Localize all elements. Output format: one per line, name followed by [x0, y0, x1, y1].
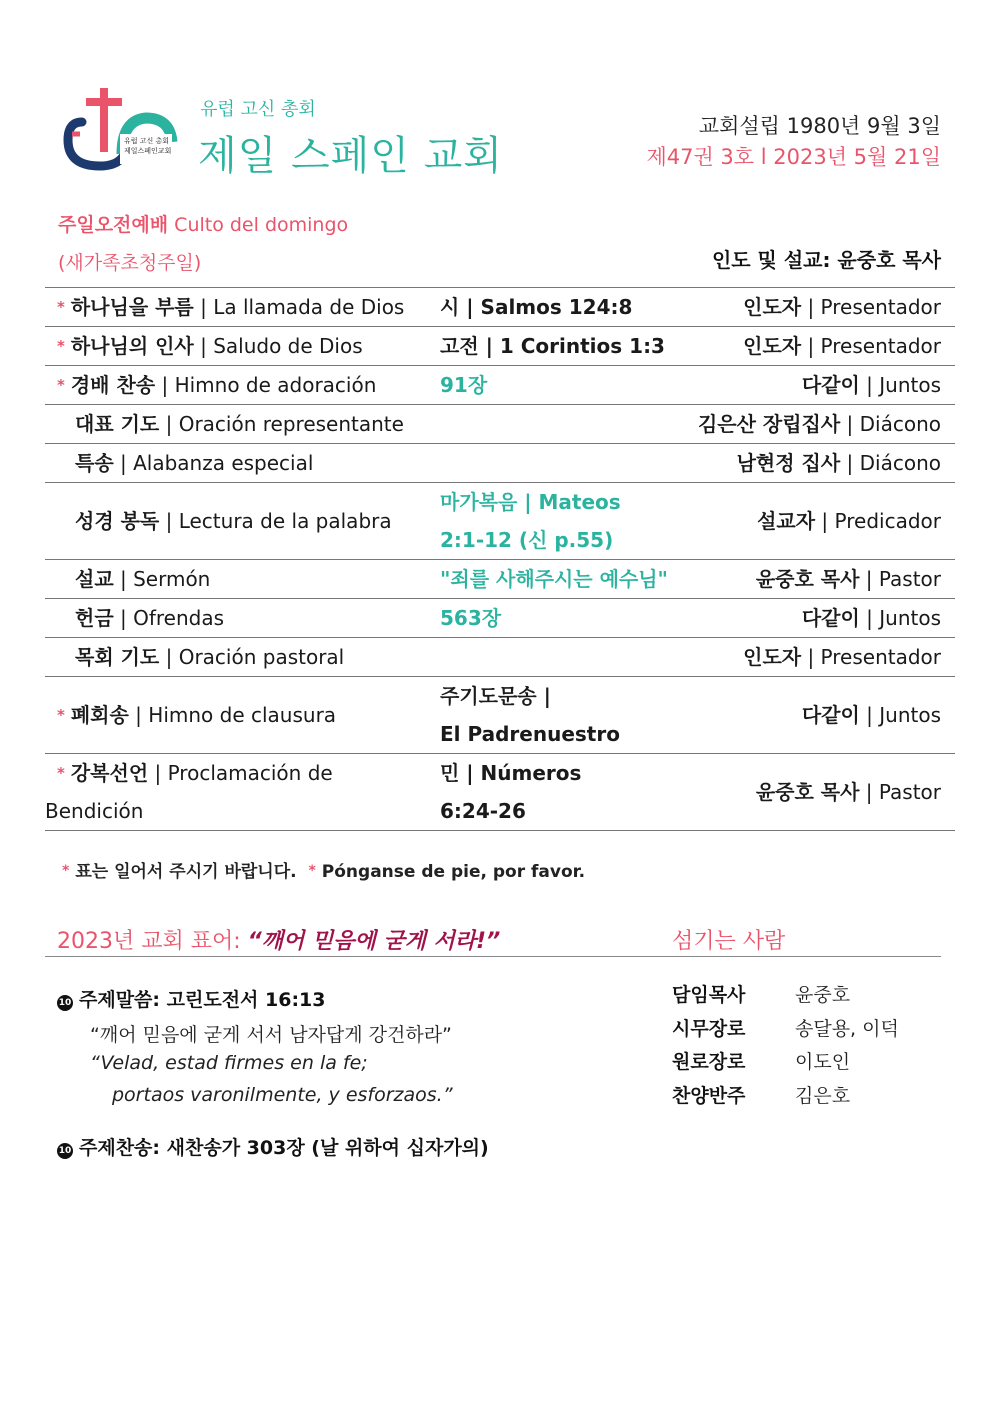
section-divider	[45, 956, 941, 957]
role-ko: 윤중호 목사	[755, 567, 860, 591]
stand-star-icon: *	[57, 298, 65, 316]
item-reference: 주기도문송 |	[440, 684, 551, 708]
service-leader: 인도 및 설교: 윤중호 목사	[711, 248, 941, 272]
item-es: | Alabanza especial	[113, 451, 314, 475]
item-es: | Lectura de la palabra	[159, 509, 392, 533]
organization-name: 유럽 고신 총회	[200, 99, 316, 120]
order-row	[45, 483, 955, 560]
motto	[57, 924, 500, 955]
servant-name: 김은호	[795, 1085, 851, 1107]
role-es: | Presentador	[801, 645, 941, 669]
item-reference-line2: El Padrenuestro	[440, 722, 620, 746]
order-of-worship	[45, 287, 955, 831]
servant-role: 시무장로	[672, 1018, 746, 1040]
role-ko: 설교자	[757, 509, 816, 533]
order-row	[45, 327, 955, 366]
circled-number-icon: 10	[57, 995, 73, 1011]
item-es: | Ofrendas	[113, 606, 225, 630]
item-reference-line2: 2:1-12 (신 p.55)	[440, 528, 614, 552]
role-es: | Juntos	[859, 703, 941, 727]
item-ko: 목회 기도	[75, 645, 160, 669]
order-row	[45, 638, 955, 677]
item-ko: 폐회송	[70, 703, 129, 727]
verse-spanish-line2: portaos varonilmente, y esforzaos.”	[112, 1084, 453, 1106]
order-row	[45, 599, 955, 638]
order-row	[45, 677, 955, 754]
service-subtitle: (새가족초청주일)	[58, 252, 202, 274]
item-ko: 대표 기도	[75, 412, 160, 436]
theme-hymn	[57, 1133, 489, 1160]
item-ko: 설교	[75, 567, 114, 591]
note-es: Pónganse de pie, por favor.	[321, 862, 586, 882]
item-ko: 하나님의 인사	[70, 334, 194, 358]
theme-verse-label: 주제말씀: 고린도전서 16:13	[79, 989, 326, 1011]
role-ko: 윤중호 목사	[755, 780, 860, 804]
role-ko: 남현정 집사	[736, 451, 841, 475]
service-title	[58, 210, 348, 237]
motto-label: 2023년 교회 표어:	[57, 929, 248, 954]
role-ko: 다같이	[801, 606, 860, 630]
church-name: 제일 스페인 교회	[198, 133, 503, 179]
founded-date: 교회설립 1980년 9월 3일	[698, 114, 941, 138]
servants-title: 섬기는 사람	[672, 929, 786, 954]
stand-star-icon: *	[308, 863, 316, 879]
item-reference: 민 | Números	[440, 761, 582, 785]
role-es: | Presentador	[801, 334, 941, 358]
item-ko: 특송	[75, 451, 114, 475]
role-es: | Pastor	[859, 567, 941, 591]
theme-hymn-label: 주제찬송: 새찬송가 303장 (날 위하여 십자가의)	[79, 1137, 489, 1159]
item-reference: 시 | Salmos 124:8	[440, 295, 633, 319]
role-ko: 다같이	[801, 703, 860, 727]
item-reference: 고전 | 1 Corintios 1:3	[440, 334, 665, 358]
servant-role: 찬양반주	[672, 1085, 746, 1107]
role-ko: 인도자	[743, 334, 802, 358]
role-ko: 인도자	[743, 295, 802, 319]
item-ko: 강복선언	[70, 761, 149, 785]
order-row	[45, 366, 955, 405]
role-es: | Pastor	[859, 780, 941, 804]
role-es: | Presentador	[801, 295, 941, 319]
servant-name: 이도인	[795, 1051, 851, 1073]
role-es: | Juntos	[859, 373, 941, 397]
item-es: | La llamada de Dios	[193, 295, 405, 319]
stand-star-icon: *	[57, 337, 65, 355]
item-reference-line2: 6:24-26	[440, 799, 526, 823]
stand-star-icon: *	[57, 764, 65, 782]
servant-name: 송달용, 이덕	[795, 1018, 899, 1040]
motto-text: “깨어 믿음에 굳게 서라!”	[247, 929, 501, 954]
theme-verse	[57, 985, 326, 1012]
item-es: | Himno de adoración	[155, 373, 377, 397]
note-ko: 표는 일어서 주시기 바랍니다.	[75, 862, 297, 882]
item-reference: 91장	[440, 373, 488, 397]
service-title-ko: 주일오전예배	[58, 214, 169, 236]
role-es: | Diácono	[840, 412, 941, 436]
servant-name: 윤중호	[795, 984, 851, 1006]
item-ko: 헌금	[75, 606, 114, 630]
item-ko: 경배 찬송	[70, 373, 156, 397]
circled-number-icon: 10	[57, 1143, 73, 1159]
item-es: | Sermón	[113, 567, 211, 591]
item-es: | Oración pastoral	[159, 645, 345, 669]
sermon-title: "죄를 사해주시는 예수님"	[440, 567, 668, 591]
order-row	[45, 560, 955, 599]
church-logo	[60, 82, 178, 174]
item-es-line2: Bendición	[45, 799, 144, 823]
logo-text-line2: 제일스페인교회	[124, 147, 172, 155]
order-row	[45, 405, 955, 444]
role-es: | Predicador	[815, 509, 941, 533]
verse-korean: “깨어 믿음에 굳게 서서 남자답게 강건하라”	[90, 1024, 452, 1046]
order-row	[45, 444, 955, 483]
role-ko: 인도자	[743, 645, 802, 669]
item-reference: 563장	[440, 606, 502, 630]
logo-text-line1: 유럽 고신 총회	[124, 137, 170, 145]
role-es: | Diácono	[840, 451, 941, 475]
service-title-es: Culto del domingo	[174, 214, 349, 236]
verse-spanish-line1: “Velad, estad firmes en la fe;	[90, 1052, 368, 1074]
order-row	[45, 754, 955, 831]
role-es: | Juntos	[859, 606, 941, 630]
servant-role: 담임목사	[672, 984, 746, 1006]
order-row	[45, 288, 955, 327]
item-ko: 성경 봉독	[75, 509, 160, 533]
issue-info: 제47권 3호 l 2023년 5월 21일	[646, 145, 941, 169]
item-reference: 마가복음 | Mateos	[440, 490, 621, 514]
servant-role: 원로장로	[672, 1051, 746, 1073]
stand-star-icon: *	[57, 376, 65, 394]
item-es: | Proclamación de	[148, 761, 333, 785]
item-es: | Himno de clausura	[128, 703, 337, 727]
standing-note	[62, 857, 585, 882]
item-ko: 하나님을 부름	[70, 295, 194, 319]
stand-star-icon: *	[62, 863, 70, 879]
item-es: | Saludo de Dios	[193, 334, 363, 358]
role-ko: 다같이	[801, 373, 860, 397]
item-es: | Oración representante	[159, 412, 404, 436]
role-ko: 김은산 장립집사	[697, 412, 841, 436]
stand-star-icon: *	[57, 706, 65, 724]
